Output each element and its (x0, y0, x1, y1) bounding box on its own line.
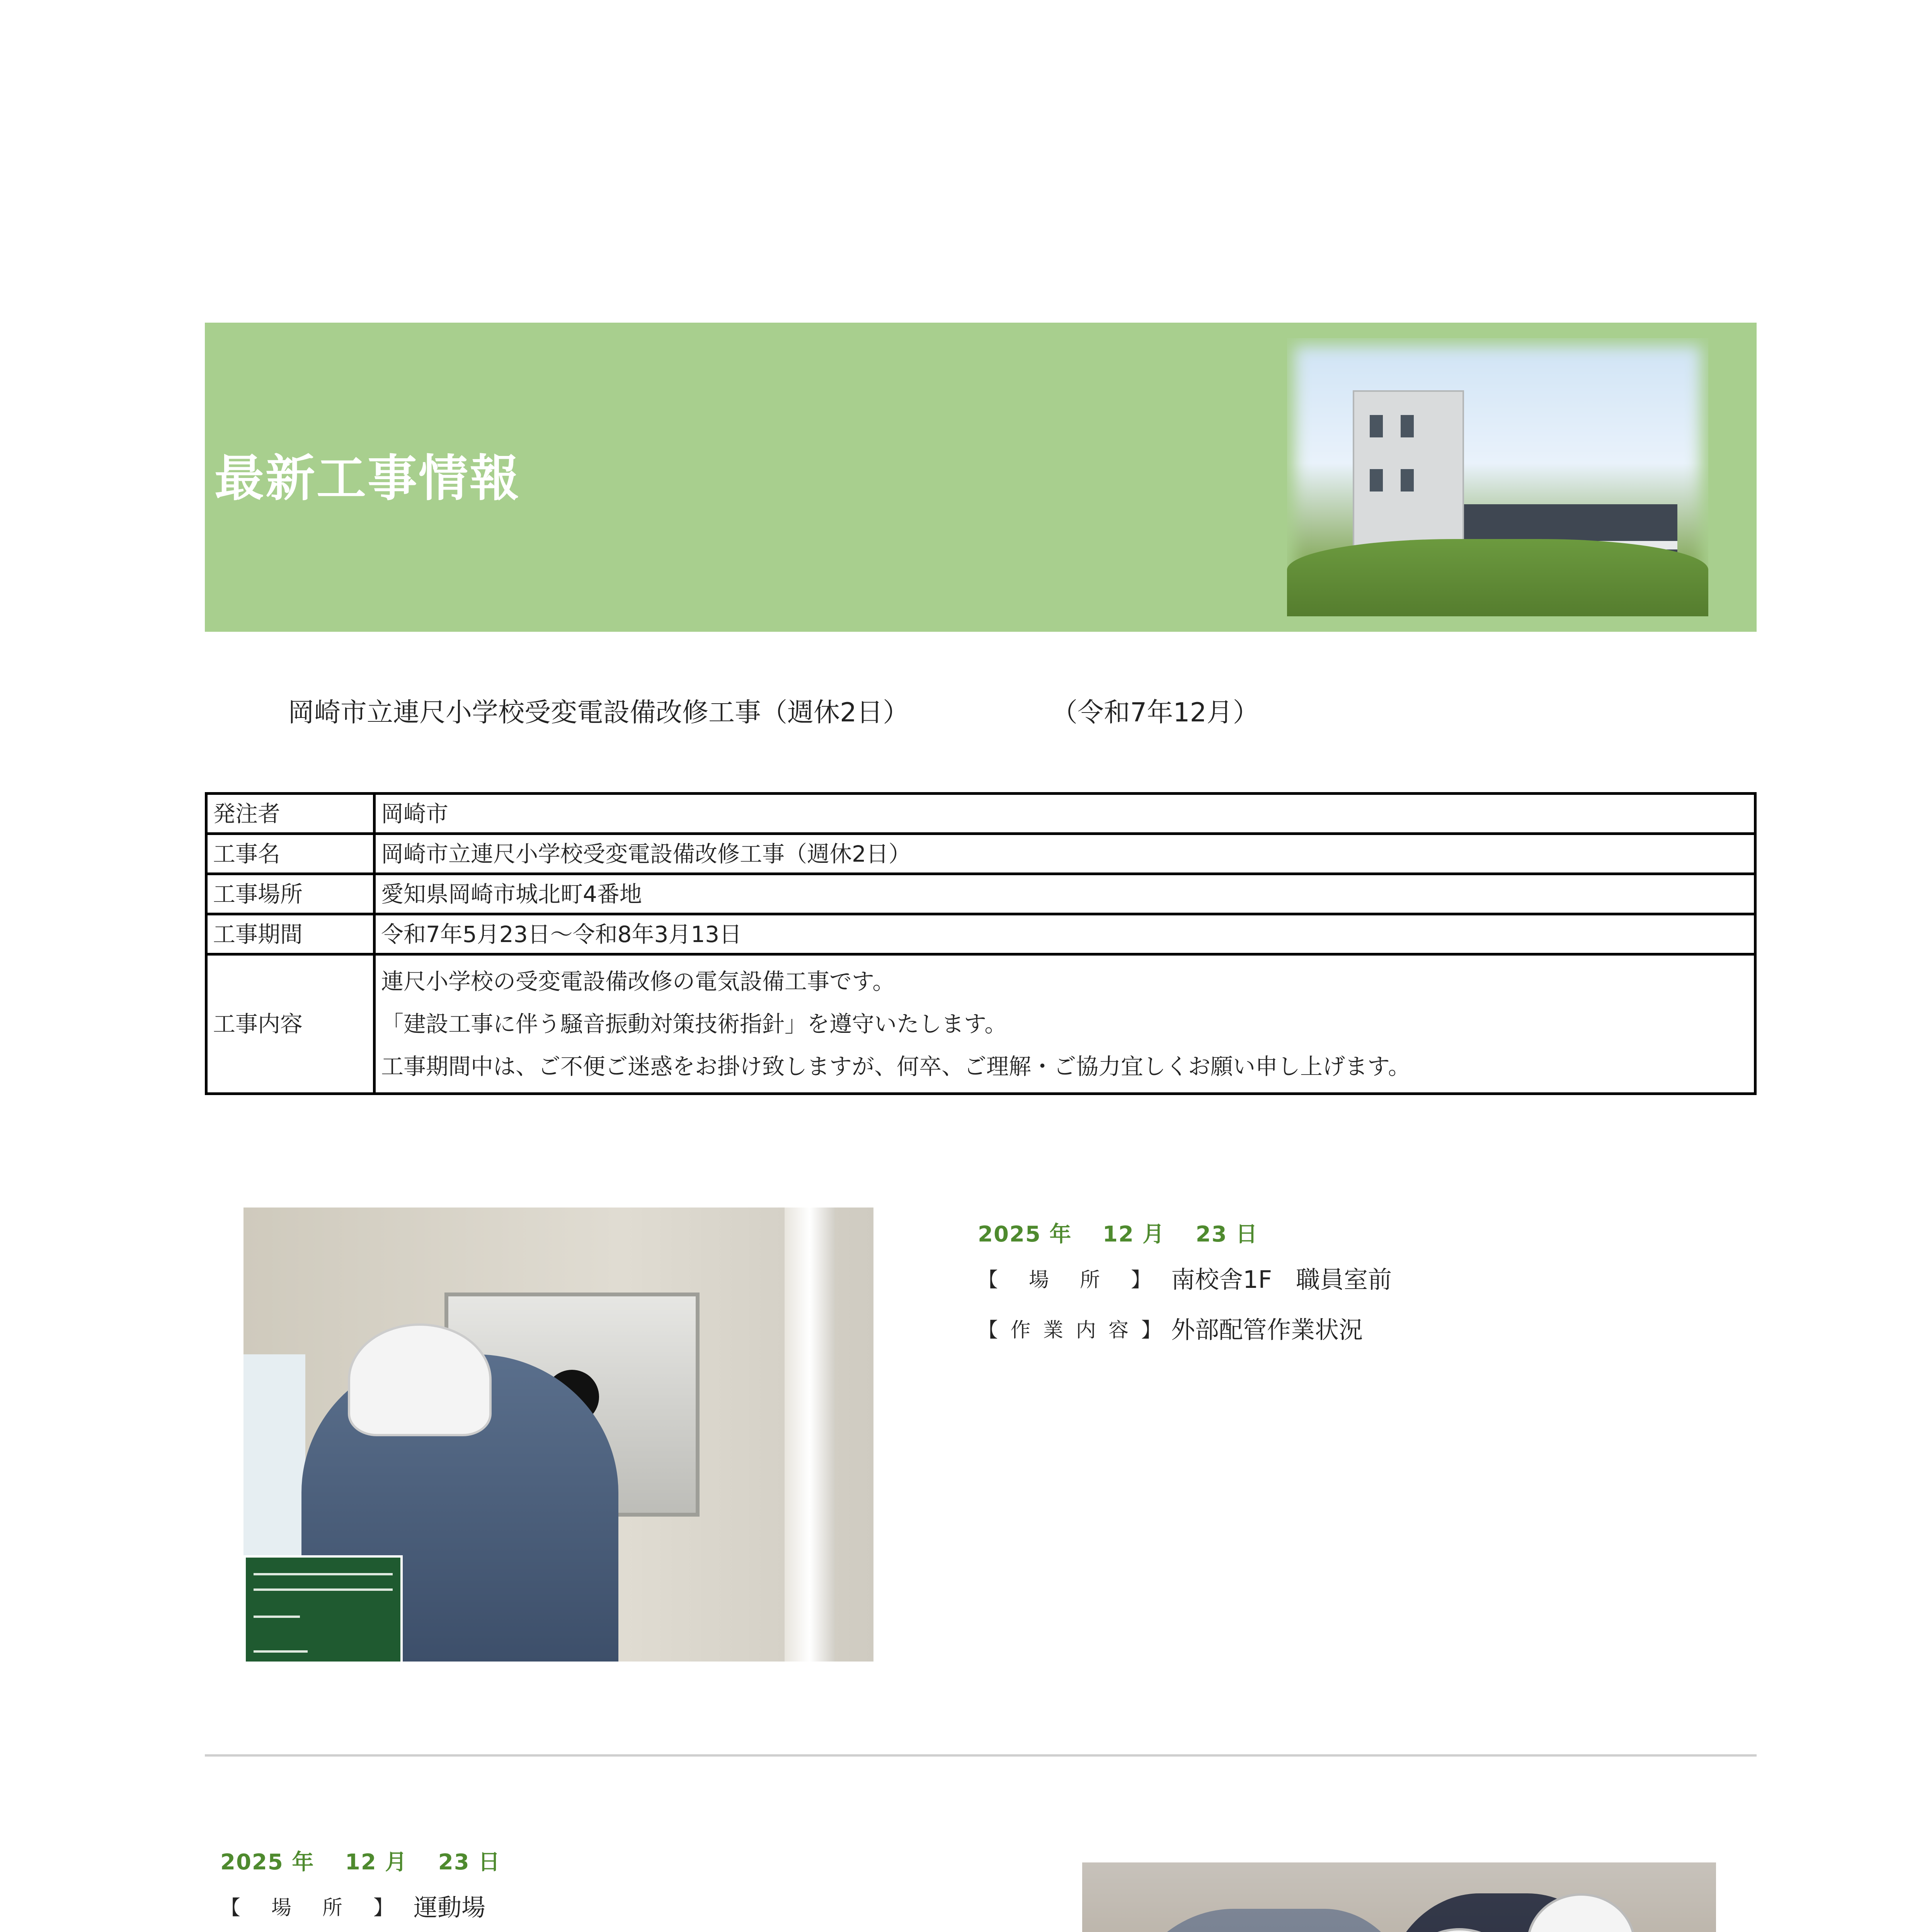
location-value: 南校舎1F 職員室前 (1171, 1265, 1392, 1294)
content-line: 連尺小学校の受変電設備改修の電気設備工事です。 (381, 968, 895, 995)
entry-date: 2025 年 12 月 23 日 (220, 1850, 501, 1875)
location-row (978, 1248, 1712, 1298)
location-value: 運動場 (414, 1893, 486, 1922)
work-photo-2 (1082, 1862, 1716, 1932)
row-value: 令和7年5月23日～令和8年3月13日 (375, 914, 1755, 954)
location-label: 【 場 所 】 (978, 1269, 1157, 1292)
row-value: 岡崎市立連尺小学校受変電設備改修工事（週休2日） (375, 834, 1755, 874)
content-line: 「建設工事に伴う騒音振動対策技術指針」を遵守いたします。 (381, 1011, 1007, 1037)
section-divider (205, 1754, 1757, 1757)
work-row (220, 1926, 1032, 1932)
row-value: 岡崎市 (375, 794, 1755, 834)
location-row (220, 1876, 1032, 1926)
content-line: 工事期間中は、ご不便ご迷惑をお掛け致しますが、何卒、ご理解・ご協力宜しくお願い申し上げます。 (381, 1053, 1411, 1080)
drain-pipe (785, 1208, 835, 1662)
table-row (206, 794, 1755, 834)
page-title: 最新工事情報 (215, 450, 521, 507)
table-row (206, 834, 1755, 874)
table-row (206, 914, 1755, 954)
shrubbery (1287, 539, 1708, 616)
location-label: 【 場 所 】 (220, 1896, 399, 1920)
project-period: （令和7年12月） (1051, 697, 1259, 728)
row-label: 発注者 (206, 794, 375, 834)
work-row (978, 1298, 1712, 1349)
window (243, 1354, 305, 1555)
entry-details-1 (978, 1217, 1712, 1349)
table-row (206, 874, 1755, 914)
row-label: 工事場所 (206, 874, 375, 914)
row-label: 工事名 (206, 834, 375, 874)
row-value (375, 954, 1755, 1094)
header-banner (205, 323, 1757, 632)
project-name: 岡崎市立連尺小学校受変電設備改修工事（週休2日） (288, 697, 909, 728)
helmet (348, 1323, 492, 1436)
work-value: 外部配管作業状況 (1171, 1316, 1363, 1344)
work-label: 【 作 業 内 容 】 (978, 1319, 1165, 1342)
work-photo-1 (243, 1208, 873, 1662)
row-label: 工事期間 (206, 914, 375, 954)
entry-details-2 (220, 1845, 1032, 1932)
row-value: 愛知県岡崎市城北町4番地 (375, 874, 1755, 914)
construction-board (243, 1555, 403, 1662)
row-label: 工事内容 (206, 954, 375, 1094)
project-info-table (205, 792, 1757, 1095)
entry-date: 2025 年 12 月 23 日 (978, 1222, 1258, 1247)
building-photo (1287, 338, 1708, 616)
table-row (206, 954, 1755, 1094)
